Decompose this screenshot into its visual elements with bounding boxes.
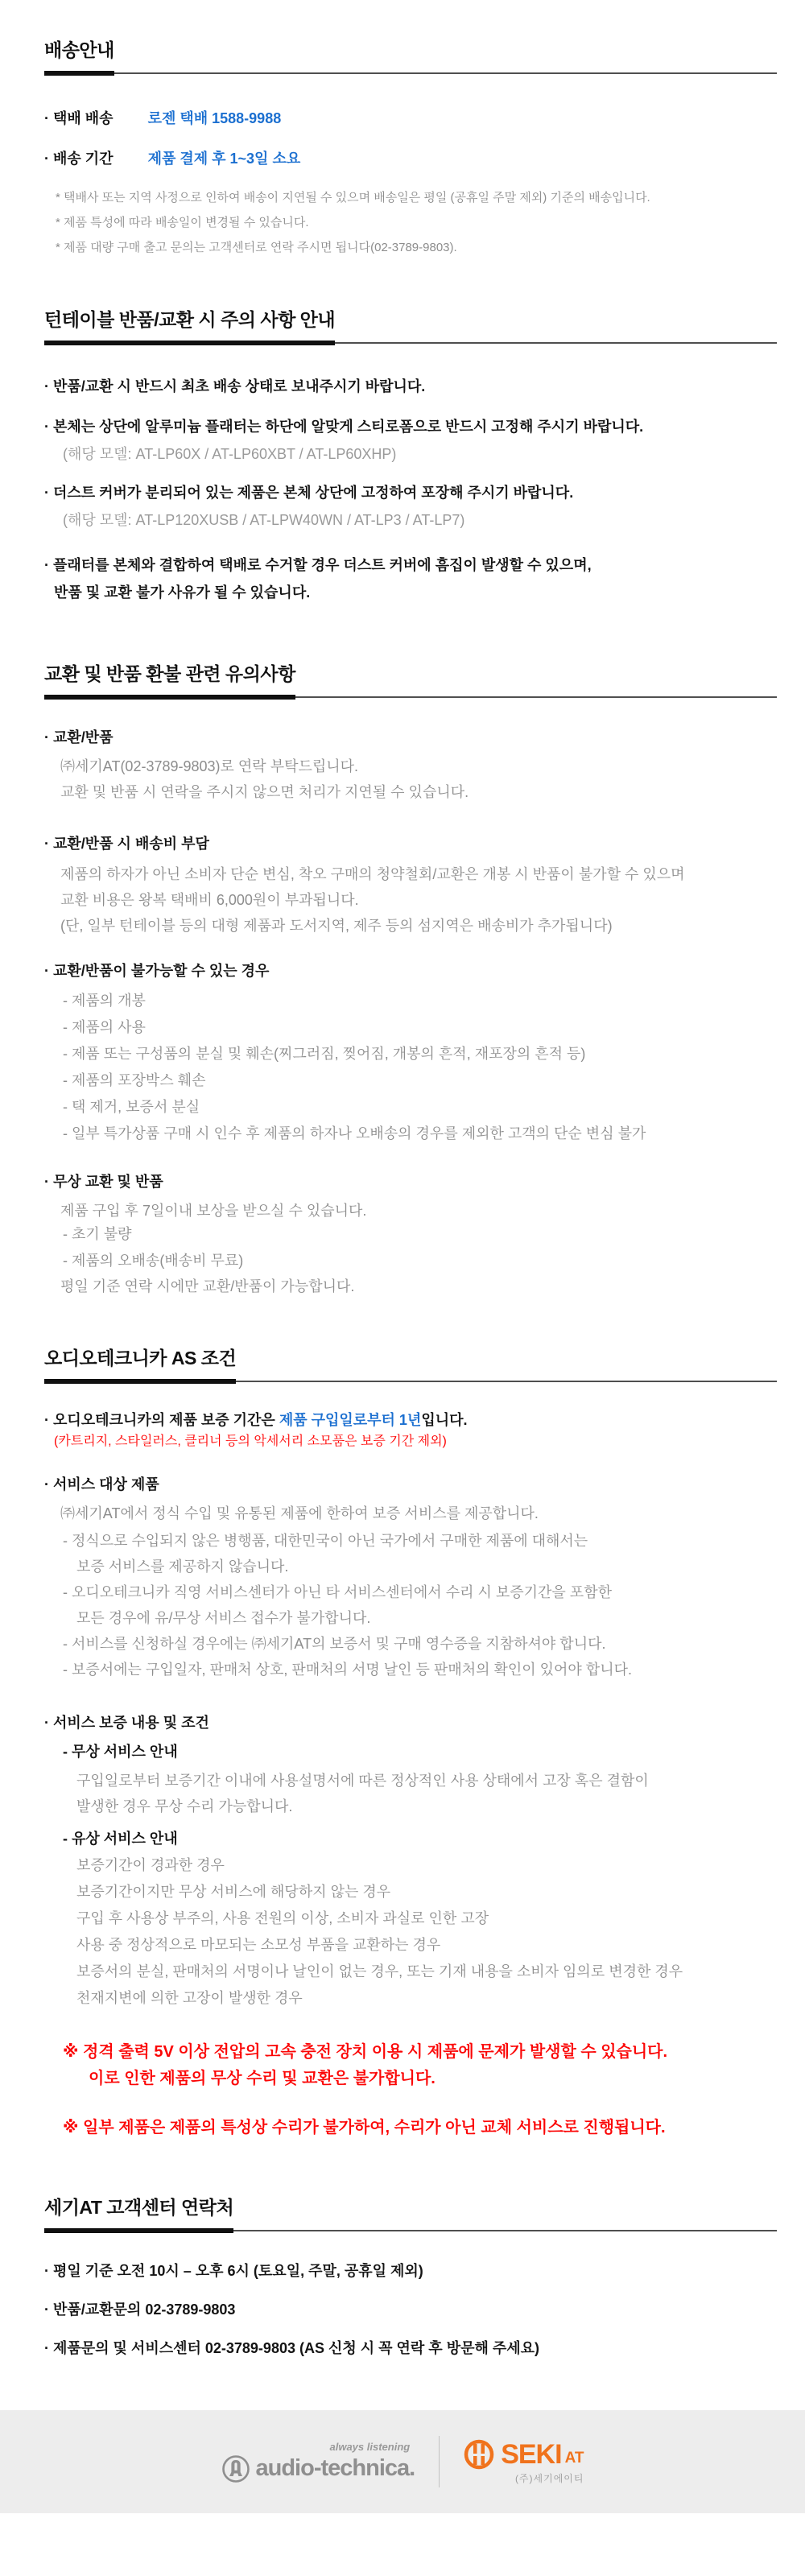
exchange-group3-list [44, 988, 777, 1147]
turntable-bullet-4-line2: 반품 및 교환 불가 사유가 될 수 있습니다. [54, 584, 311, 601]
contact-service-phone: · 제품문의 및 서비스센터 02-3789-9803 (AS 신청 시 꼭 연락 후 방문해 주세요) [44, 2340, 540, 2356]
section-turntable-title: 턴테이블 반품/교환 시 주의 사항 안내 [44, 305, 335, 345]
free-service-line2: 발생한 경우 무상 수리 가능합니다. [76, 1798, 293, 1814]
section-turntable-caution [44, 305, 777, 603]
shipping-method-label: · 택배 배송 [44, 110, 114, 126]
paid-service-title: - 유상 서비스 안내 [63, 1831, 178, 1847]
exchange-group1-title: · 교환/반품 [44, 729, 114, 745]
list-item: - 일부 특가상품 구매 시 인수 후 제품의 하자나 오배송의 경우를 제외한 고객의 단순 변심 불가 [63, 1125, 646, 1141]
warranty-period-pre: · 오디오테크니카의 제품 보증 기간은 [44, 1412, 279, 1428]
list-item: 보증서의 분실, 판매처의 서명이나 날인이 없는 경우, 또는 기재 내용을 소비자 임의로 변경한 경우 [76, 1963, 683, 1979]
paid-service-list [44, 1852, 777, 2012]
list-item: 사용 중 정상적으로 마모되는 소모성 부품을 교환하는 경우 [76, 1937, 441, 1953]
section-shipping [44, 35, 777, 260]
section-shipping-title: 배송안내 [44, 35, 114, 76]
shipping-period-value: 제품 결제 후 1~3일 소요 [147, 151, 301, 167]
shipping-method-value: 로젠 택배 1588-9988 [147, 110, 282, 126]
seki-at-suffix: AT [564, 2450, 584, 2467]
section-as-terms [44, 1344, 777, 2141]
turntable-bullet-3-models: (해당 모델: AT-LP120XUSB / AT-LPW40WN / AT-LP3 / AT-LP7) [63, 512, 465, 528]
service-target-title: · 서비스 대상 제품 [44, 1476, 159, 1492]
footer [0, 2410, 805, 2513]
exchange-group2-line1: 제품의 하자가 아닌 소비자 단순 변심, 착오 구매의 청약철회/교환은 개봉 시 반품이 불가할 수 있으며 [60, 866, 685, 882]
list-item: 보증기간이 경과한 경우 [76, 1857, 225, 1873]
seki-logo-icon [464, 2439, 494, 2470]
turntable-bullet-2-models: (해당 모델: AT-LP60X / AT-LP60XBT / AT-LP60XHP) [63, 446, 397, 462]
shipping-method-row [44, 108, 777, 129]
section-as-header [44, 1344, 777, 1382]
warranty-terms-title: · 서비스 보증 내용 및 조건 [44, 1715, 209, 1731]
exchange-group2-line2: 교환 비용은 왕복 택배비 6,000원이 부과됩니다. [60, 892, 359, 908]
shipping-notes [44, 185, 777, 260]
shipping-note-3: * 제품 대량 구매 출고 문의는 고객센터로 연락 주시면 됩니다(02-3789-9803). [56, 241, 457, 254]
warranty-exclusion-note: (카트리지, 스타일러스, 클리너 등의 악세서리 소모품은 보증 기간 제외) [54, 1435, 447, 1448]
exchange-group4-line1: 제품 구입 후 7일이내 보상을 받으실 수 있습니다. [60, 1203, 367, 1219]
turntable-bullet-3: · 더스트 커버가 분리되어 있는 제품은 본체 상단에 고정하여 포장해 주시기 바랍니다. [44, 485, 574, 501]
list-item: 보증기간이지만 무상 서비스에 해당하지 않는 경우 [76, 1884, 391, 1900]
seki-at-logo [464, 2439, 584, 2485]
section-shipping-header [44, 35, 777, 74]
service-target-cont2: 모든 경우에 유/무상 서비스 접수가 불가합니다. [76, 1610, 371, 1626]
exchange-group2-line3: (단, 일부 턴테이블 등의 대형 제품과 도서지역, 제주 등의 섬지역은 배송비가 추가됩니다) [60, 918, 613, 934]
audio-technica-wordmark: audio-technica. [255, 2455, 415, 2481]
warning-replacement: ※ 일부 제품은 제품의 특성상 수리가 불가하여, 수리가 아닌 교체 서비스로 진행됩니다. [63, 2119, 666, 2136]
free-service-title: - 무상 서비스 안내 [63, 1744, 178, 1760]
service-target-dash1: - 정식으로 수입되지 않은 병행품, 대한민국이 아닌 국가에서 구매한 제품에 대해서는 [63, 1533, 588, 1549]
turntable-bullet-1: · 반품/교환 시 반드시 최초 배송 상태로 보내주시기 바랍니다. [44, 378, 426, 394]
section-exchange-header [44, 659, 777, 698]
section-contact [44, 2193, 777, 2359]
contact-returns-phone: · 반품/교환문의 02-3789-9803 [44, 2301, 236, 2318]
exchange-group3-title: · 교환/반품이 불가능할 수 있는 경우 [44, 963, 270, 979]
warning-charging-line2: 이로 인한 제품의 무상 수리 및 교환은 불가합니다. [89, 2070, 436, 2087]
section-exchange-refund [44, 659, 777, 1297]
service-target-line1: ㈜세기AT에서 정식 수입 및 유통된 제품에 한하여 보증 서비스를 제공합니다. [60, 1505, 539, 1521]
exchange-group4-title: · 무상 교환 및 반품 [44, 1174, 163, 1190]
footer-divider [439, 2436, 440, 2487]
section-turntable-header [44, 305, 777, 344]
service-target-dash4: - 보증서에는 구입일자, 판매처 상호, 판매처의 서명 날인 등 판매처의 확인이 있어야 합니다. [63, 1662, 632, 1678]
turntable-bullet-2: · 본체는 상단에 알루미늄 플래터는 하단에 알맞게 스티로폼으로 반드시 고정해 주시기 바랍니다. [44, 419, 644, 435]
warranty-period-row [44, 1410, 777, 1430]
section-as-title: 오디오테크니카 AS 조건 [44, 1344, 236, 1384]
list-item: - 택 제거, 보증서 분실 [63, 1099, 200, 1115]
exchange-group2-title: · 교환/반품 시 배송비 부담 [44, 836, 209, 852]
contact-hours: · 평일 기준 오전 10시 – 오후 6시 (토요일, 주말, 공휴일 제외) [44, 2263, 423, 2279]
free-service-line1: 구입일로부터 보증기간 이내에 사용설명서에 따른 정상적인 사용 상태에서 고장 혹은 결함이 [76, 1773, 649, 1789]
list-item: - 초기 불량 [63, 1226, 132, 1242]
list-item: 천재지변에 의한 고장이 발생한 경우 [76, 1990, 303, 2006]
audio-technica-wordmark-row [221, 2454, 415, 2483]
section-contact-title: 세기AT 고객센터 연락처 [44, 2193, 233, 2233]
exchange-group1-line2: 교환 및 반품 시 연락을 주시지 않으면 처리가 지연될 수 있습니다. [60, 784, 469, 800]
list-item: - 제품의 사용 [63, 1019, 146, 1035]
warranty-period-highlight: 제품 구입일로부터 1년 [279, 1412, 422, 1428]
audio-technica-logo-icon [221, 2454, 250, 2483]
shipping-note-2: * 제품 특성에 따라 배송일이 변경될 수 있습니다. [56, 216, 309, 229]
seki-company-name: (주)세기에이티 [514, 2472, 584, 2484]
shipping-note-1: * 택배사 또는 지역 사정으로 인하여 배송이 지연될 수 있으며 배송일은 평일 (공휴일 주말 제외) 기준의 배송입니다. [56, 191, 650, 204]
section-contact-header [44, 2193, 777, 2231]
list-item: - 제품의 오배송(배송비 무료) [63, 1253, 244, 1269]
section-exchange-title: 교환 및 반품 환불 관련 유의사항 [44, 659, 295, 700]
shipping-period-row [44, 148, 777, 169]
service-target-cont1: 보증 서비스를 제공하지 않습니다. [76, 1558, 289, 1575]
service-target-dash2: - 오디오테크니카 직영 서비스센터가 아닌 타 서비스센터에서 수리 시 보증기간을 포함한 [63, 1584, 612, 1600]
warning-charging-line1: ※ 정격 출력 5V 이상 전압의 고속 충전 장치 이용 시 제품에 문제가 발생할 수 있습니다. [63, 2043, 668, 2061]
seki-wordmark: SEKI [501, 2438, 562, 2470]
turntable-bullet-4-line1: · 플래터를 본체와 결합하여 택배로 수거할 경우 더스트 커버에 흠집이 발생할 수 있으며, [44, 557, 592, 573]
list-item: - 제품 또는 구성품의 분실 및 훼손(찌그러짐, 찢어짐, 개봉의 흔적, 재포장의 흔적 등) [63, 1046, 586, 1062]
exchange-group1-line1: ㈜세기AT(02-3789-9803)로 연락 부탁드립니다. [60, 758, 359, 774]
shipping-period-label: · 배송 기간 [44, 151, 114, 167]
warranty-period-post: 입니다. [421, 1412, 468, 1428]
audio-technica-logo [221, 2441, 415, 2483]
exchange-group4-line2: 평일 기준 연락 시에만 교환/반품이 가능합니다. [60, 1278, 355, 1294]
audio-technica-tagline: always listening [329, 2440, 411, 2453]
service-target-dash3: - 서비스를 신청하실 경우에는 ㈜세기AT의 보증서 및 구매 영수증을 지참하셔야 합니다. [63, 1636, 606, 1652]
list-item: 구입 후 사용상 부주의, 사용 전원의 이상, 소비자 과실로 인한 고장 [76, 1910, 489, 1926]
list-item: - 제품의 개봉 [63, 993, 146, 1009]
list-item: - 제품의 포장박스 훼손 [63, 1072, 206, 1088]
seki-wordmark-row [464, 2439, 584, 2471]
